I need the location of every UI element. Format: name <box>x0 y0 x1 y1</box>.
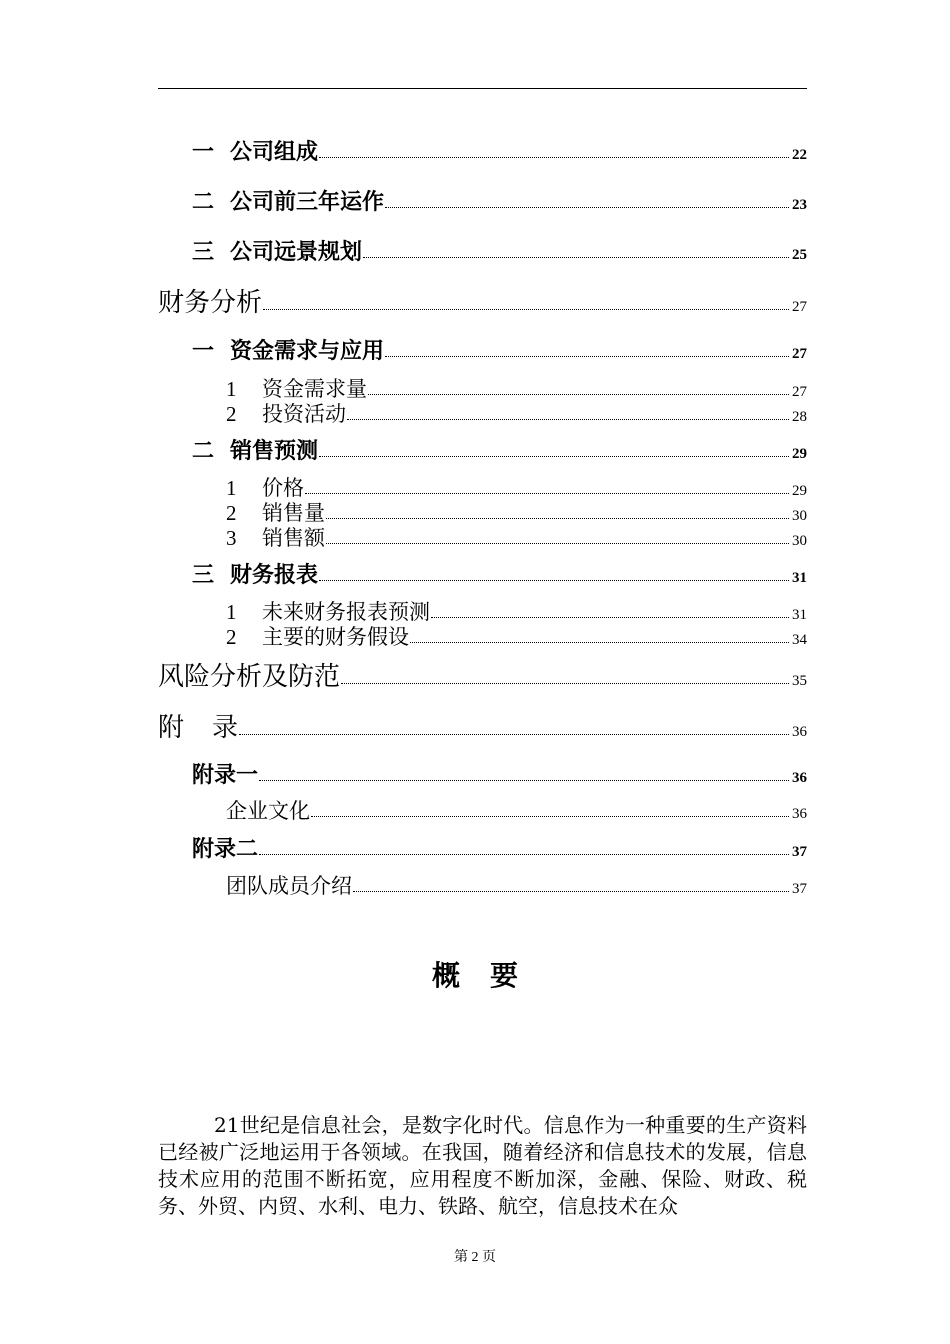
toc-number: 三 <box>192 563 215 588</box>
toc-leader <box>319 456 789 457</box>
toc-leader <box>305 493 789 494</box>
summary-title: 概要 <box>431 959 548 992</box>
toc-entry[interactable] <box>158 434 807 465</box>
toc-page-number: 27 <box>792 384 807 400</box>
toc-page-number: 31 <box>792 607 807 623</box>
toc-leader <box>311 816 789 817</box>
toc-entry[interactable] <box>158 832 807 863</box>
toc-page-number: 29 <box>792 446 807 462</box>
toc-page-number: 35 <box>792 673 807 689</box>
toc-page-number: 34 <box>792 632 807 648</box>
page-footer: 第 2 页 <box>454 1250 496 1265</box>
toc-entry[interactable] <box>158 707 807 744</box>
toc-number: 1 <box>226 600 237 624</box>
toc-leader <box>259 854 789 855</box>
toc-page-number: 27 <box>792 299 807 315</box>
toc-number: 2 <box>226 402 237 426</box>
toc-page-number: 31 <box>792 570 807 586</box>
toc-page-number: 23 <box>792 197 807 213</box>
toc-label: 公司组成 <box>230 140 319 165</box>
toc-page-number: 37 <box>792 881 807 897</box>
toc-label: 团队成员介绍 <box>226 874 352 898</box>
toc-number: 二 <box>192 190 215 215</box>
toc-entry[interactable] <box>158 398 807 428</box>
toc-leader <box>431 617 789 618</box>
toc-page-number: 27 <box>792 346 807 362</box>
summary-paragraph: 21世纪是信息社会，是数字化时代。信息作为一种重要的生产资料已经被广泛地运用于各领域。在我国，随着经济和信息技术的发展，信息技术应用的范围不断拓宽，应用程度不断加深，金融、保险、财政、税务、外贸、内贸、水利、电力、铁路、航空，信息技术在众 <box>158 1113 807 1218</box>
toc-leader <box>385 207 789 208</box>
toc-label: 公司前三年运作 <box>230 190 385 215</box>
toc-entry[interactable] <box>158 334 807 365</box>
toc-number: 2 <box>226 501 237 525</box>
toc-page-number: 37 <box>792 844 807 860</box>
toc-entry[interactable] <box>158 758 807 789</box>
toc-entry[interactable] <box>158 795 807 825</box>
toc-page-number: 28 <box>792 409 807 425</box>
toc-label: 投资活动 <box>262 402 346 426</box>
toc-leader <box>341 683 789 684</box>
toc-page-number: 22 <box>792 147 807 163</box>
toc-number: 三 <box>192 240 215 265</box>
toc-label: 企业文化 <box>226 799 310 823</box>
toc-page-number: 30 <box>792 533 807 549</box>
toc-page-number: 36 <box>792 770 807 786</box>
toc-number: 1 <box>226 377 237 401</box>
toc-number: 一 <box>192 140 215 165</box>
toc-entry[interactable] <box>158 621 807 651</box>
toc-entry[interactable] <box>158 135 807 166</box>
toc-entry[interactable] <box>158 558 807 589</box>
toc-label: 销售预测 <box>230 439 319 464</box>
toc-leader <box>326 518 789 519</box>
toc-number: 二 <box>192 439 215 464</box>
toc-entry[interactable] <box>158 282 807 319</box>
toc-entry[interactable] <box>158 522 807 552</box>
toc-label: 公司远景规划 <box>230 240 363 265</box>
toc-leader <box>263 309 789 310</box>
toc-leader <box>368 394 789 395</box>
toc-label: 财务分析 <box>158 288 263 318</box>
toc-label: 风险分析及防范 <box>158 662 341 692</box>
toc-label: 销售额 <box>262 526 325 550</box>
toc-entry[interactable] <box>158 870 807 900</box>
toc-label: 附 录 <box>158 713 239 743</box>
toc-label: 附录一 <box>192 763 259 788</box>
toc-number: 一 <box>192 339 215 364</box>
toc-label: 销售量 <box>262 501 325 525</box>
toc-page-number: 36 <box>792 724 807 740</box>
toc-leader <box>259 780 789 781</box>
toc-number: 1 <box>226 476 237 500</box>
toc-leader <box>326 543 789 544</box>
toc-label: 未来财务报表预测 <box>262 600 430 624</box>
toc-page-number: 36 <box>792 806 807 822</box>
toc-leader <box>319 157 789 158</box>
toc-leader <box>319 580 789 581</box>
toc-label: 资金需求量 <box>262 377 367 401</box>
toc-leader <box>239 734 789 735</box>
toc-page-number: 29 <box>792 483 807 499</box>
header-rule <box>158 88 807 89</box>
toc-label: 资金需求与应用 <box>230 339 385 364</box>
toc-label: 附录二 <box>192 837 259 862</box>
toc-leader <box>410 642 789 643</box>
toc-label: 价格 <box>262 476 304 500</box>
toc-label: 主要的财务假设 <box>262 625 409 649</box>
toc-entry[interactable] <box>158 656 807 693</box>
toc-page-number: 30 <box>792 508 807 524</box>
toc-leader <box>347 419 789 420</box>
toc-leader <box>385 356 789 357</box>
toc-leader <box>363 257 789 258</box>
toc-page-number: 25 <box>792 247 807 263</box>
toc-leader <box>353 891 789 892</box>
toc-entry[interactable] <box>158 185 807 216</box>
toc-number: 3 <box>226 526 237 550</box>
toc-entry[interactable] <box>158 235 807 266</box>
toc-number: 2 <box>226 625 237 649</box>
toc-label: 财务报表 <box>230 563 319 588</box>
